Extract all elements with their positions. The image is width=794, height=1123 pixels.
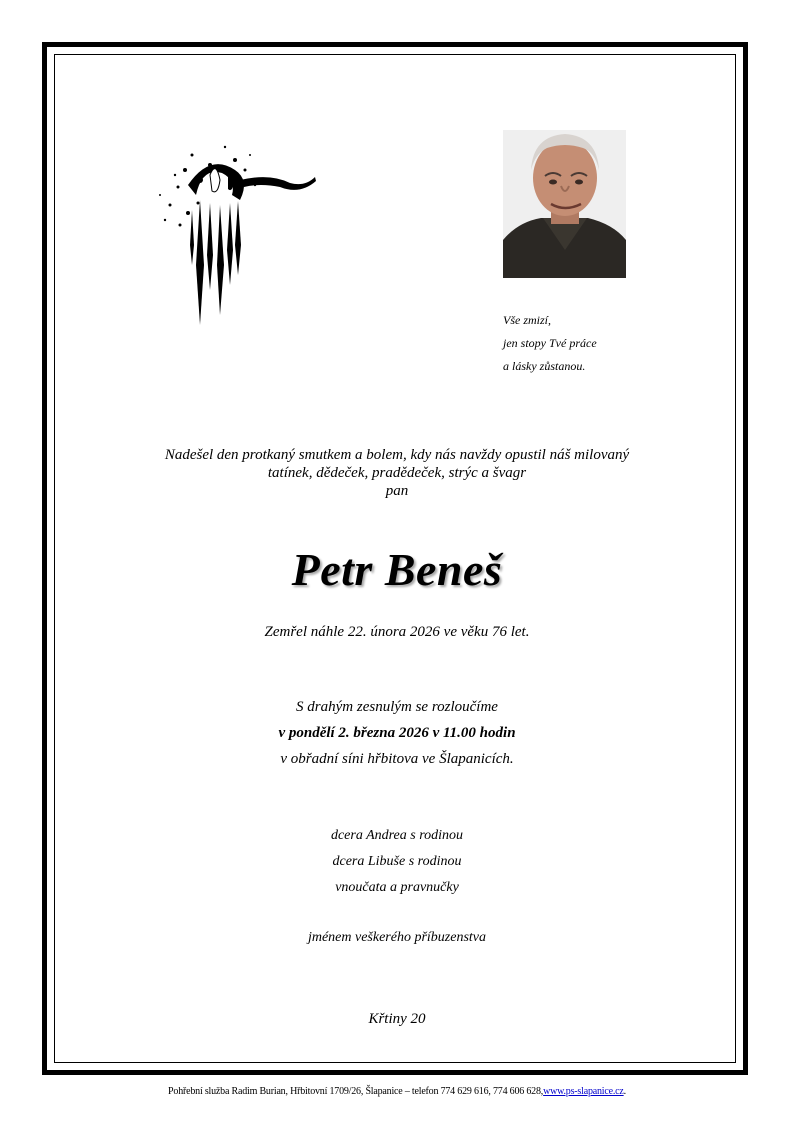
intro-line: Nadešel den protkaný smutkem a bolem, kdy nás navždy opustil náš milovaný [164,447,630,463]
intro-line: pan [385,483,409,499]
farewell-info [0,694,794,772]
farewell-date: v pondělí 2. března 2026 v 11.00 hodin [278,725,516,741]
motto-line: Vše zmizí, [503,313,551,327]
portrait-photo [503,130,626,278]
website-link[interactable]: www.ps-slapanice.cz [543,1086,624,1097]
address: Křtiny 20 [368,1011,426,1027]
intro-text [0,446,794,500]
family-member: vnoučata a pravnučky [335,880,459,895]
family-list [0,823,794,901]
farewell-place: v obřadní síni hřbitova ve Šlapanicích. [280,751,514,767]
footer [0,1086,794,1097]
footer-end: . [623,1086,626,1097]
motto-line: jen stopy Tvé práce [503,336,597,350]
family-member: dcera Andrea s rodinou [330,828,464,843]
candle-ornament-icon [140,125,320,330]
family-member: dcera Libuše s rodinou [332,854,462,869]
death-notice: Zemřel náhle 22. února 2026 ve věku 76 let. [264,624,530,640]
deceased-name: Petr Beneš [291,544,503,595]
motto-line: a lásky zůstanou. [503,359,586,373]
relatives-line: jménem veškerého příbuzenstva [307,930,487,945]
footer-text: Pohřební služba Radim Burian, Hřbitovní 1709/26, Šlapanice – telefon 774 629 616, 774 606 628, [168,1086,544,1097]
motto [503,309,597,378]
farewell-line: S drahým zesnulým se rozloučíme [296,699,498,715]
intro-line: tatínek, dědeček, pradědeček, strýc a švagr [267,465,527,481]
